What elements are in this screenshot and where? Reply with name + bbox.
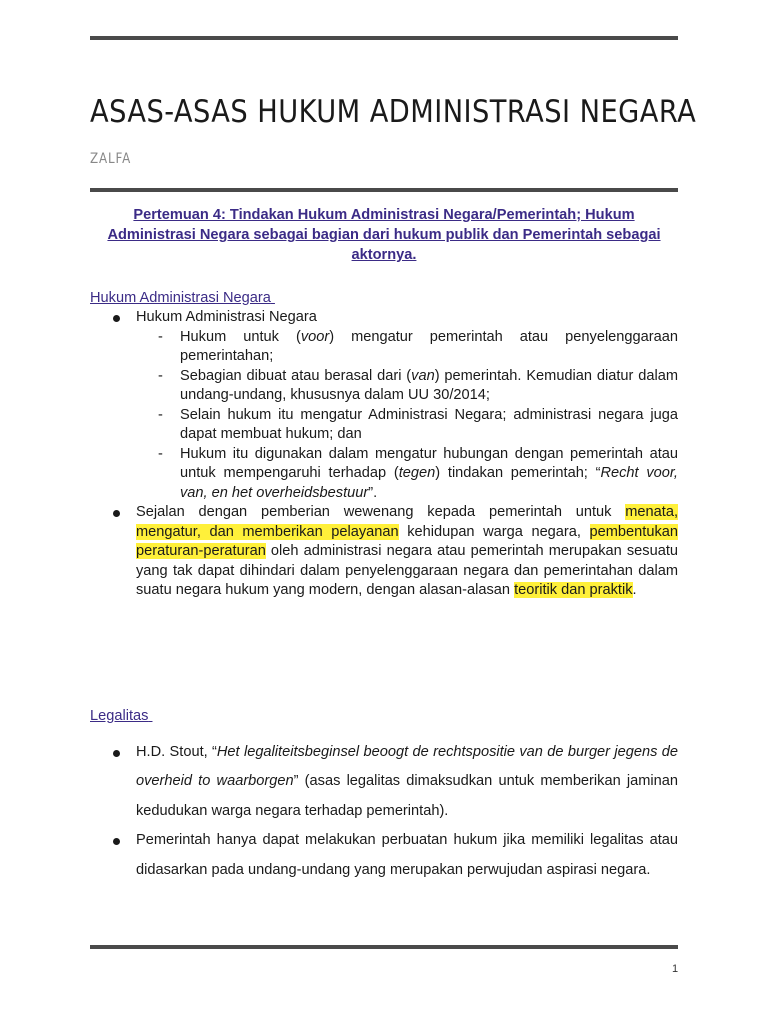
text-run: kehidupan warga negara, <box>398 523 590 540</box>
header-rule <box>90 188 678 192</box>
sub-list-item <box>90 328 678 367</box>
italic-run: voor <box>300 328 330 345</box>
han-list <box>90 308 678 601</box>
text-run: H.D. Stout, “ <box>136 743 217 760</box>
section-title-legalitas-text: Legalitas <box>90 707 149 724</box>
sub-list-item <box>90 367 678 406</box>
list-item <box>90 308 678 328</box>
section-title-legalitas <box>90 706 678 726</box>
top-rule <box>90 36 678 40</box>
document-body <box>90 205 678 885</box>
section-title-han-text: Hukum Administrasi Negara <box>90 290 271 306</box>
footer-rule <box>90 945 678 949</box>
text-run: ) pemerintah. Kemudian diatur dalam undang-undang, khususnya dalam UU 30/2014; <box>180 367 678 403</box>
text-run: ) mengatur pemerintah atau penyelenggaraan pemerintahan; <box>180 328 678 364</box>
italic-run: Recht voor, van, en het overheidsbestuur <box>180 465 678 501</box>
text-run: Hukum itu digunakan dalam mengatur hubungan dengan pemerintah atau untuk mempengaruhi terhadap ( <box>180 445 678 481</box>
highlight-run: teoritik dan praktik <box>514 582 633 598</box>
text-run: oleh administrasi negara atau pemerintah merupakan sesuatu yang tak dapat dihindari dalam penyelenggaraan negara dan pemerintahan dalam suatu negara hukum yang modern, dengan alasan-alasan <box>136 543 678 598</box>
text-run: ”. <box>368 484 378 501</box>
list-item <box>90 826 678 885</box>
text-run: Sebagian dibuat atau berasal dari ( <box>180 367 412 384</box>
text-run: Hukum untuk ( <box>180 328 301 345</box>
highlight-run: menata, mengatur, dan memberikan pelayanan <box>136 504 678 540</box>
text-run: ) tindakan pemerintah; “ <box>435 465 601 481</box>
text-run: . <box>632 582 637 598</box>
section-title-han <box>90 288 678 308</box>
text-run: Pemerintah hanya dapat melakukan perbuatan hukum jika memiliki legalitas atau didasarkan pada undang-undang yang merupakan perwujudan aspirasi negara. <box>136 832 678 878</box>
document-title: ASAS-ASAS HUKUM ADMINISTRASI NEGARA <box>90 94 697 130</box>
text-run: Selain hukum itu mengatur Administrasi Negara; administrasi negara juga dapat membuat hukum; dan <box>180 406 678 442</box>
list-item <box>90 738 678 827</box>
highlight-run: pembentukan peraturan-peraturan <box>136 523 678 559</box>
page-number: 1 <box>672 963 679 975</box>
text-run: Sejalan dengan pemberian wewenang kepada pemerintah untuk <box>136 504 626 520</box>
meeting-heading: Pertemuan 4: Tindakan Hukum Administrasi Negara/Pemerintah; Hukum Administrasi Negara sebagai bagian dari hukum publik dan Pemerintah sebagai aktornya. <box>107 207 661 263</box>
text-run: ” (asas legalitas dimaksudkan untuk memberikan jaminan kedudukan warga negara terhadap pemerintah). <box>136 773 678 819</box>
italic-run: Het legaliteitsbeginsel beoogt de rechtspositie van de burger jegens de overheid to waarborgen <box>136 743 678 789</box>
italic-run: tegen <box>398 465 436 481</box>
list-item <box>90 503 678 601</box>
sub-list-item <box>90 445 678 504</box>
sub-list-item <box>90 406 678 445</box>
bullet-text: Hukum Administrasi Negara <box>136 309 317 325</box>
document-author: ZALFA <box>90 151 132 167</box>
legalitas-list <box>90 738 678 886</box>
italic-run: van <box>411 367 435 384</box>
